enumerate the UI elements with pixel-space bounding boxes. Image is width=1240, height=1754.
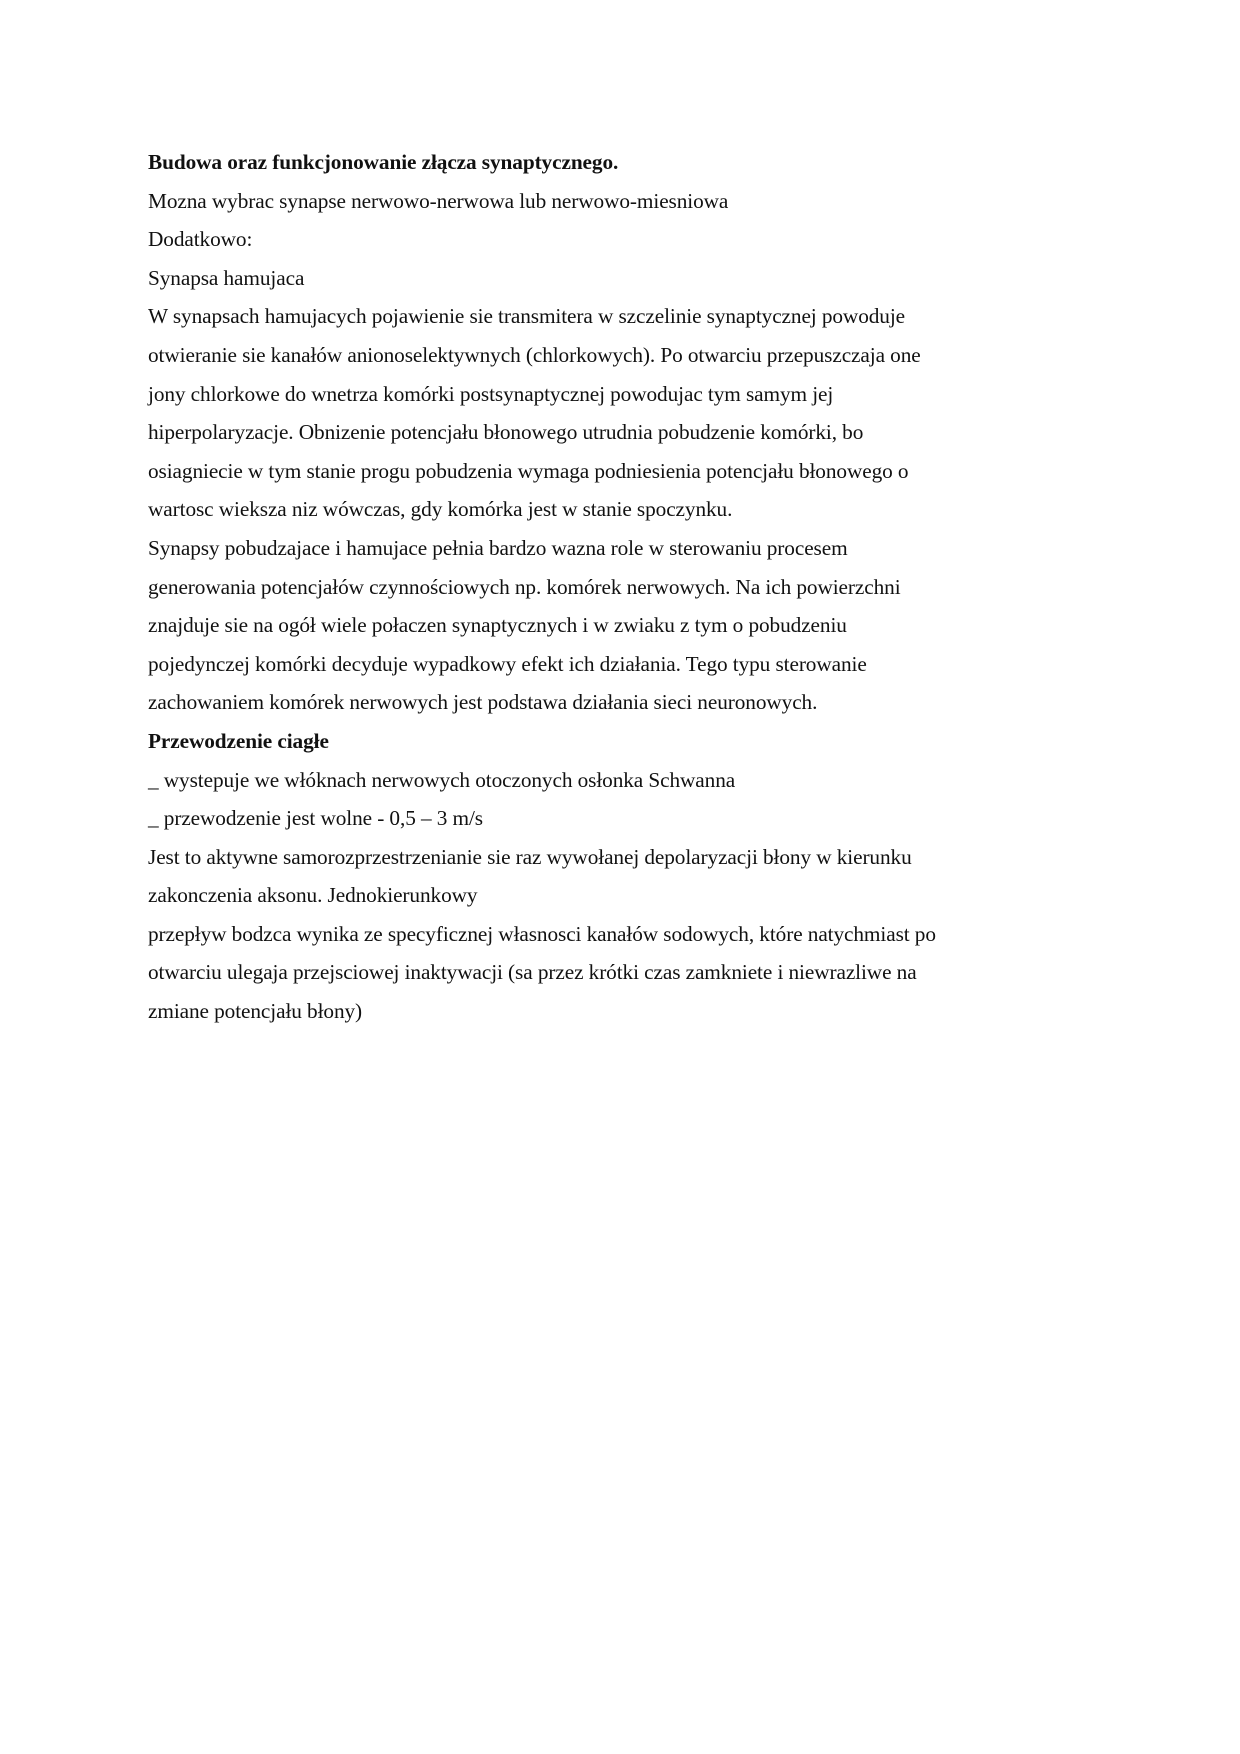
paragraph-line: wartosc wieksza niz wówczas, gdy komórka jest w stanie spoczynku. (148, 497, 733, 522)
paragraph-line: zachowaniem komórek nerwowych jest podstawa działania sieci neuronowych. (148, 690, 818, 715)
paragraph-line: osiagniecie w tym stanie progu pobudzenia wymaga podniesienia potencjału błonowego o (148, 458, 909, 483)
paragraph-line: otwarciu ulegaja przejsciowej inaktywacji (sa przez krótki czas zamkniete i niewrazliwe na (148, 960, 917, 985)
paragraph-line: otwieranie sie kanałów anionoselektywnych (chlorkowych). Po otwarciu przepuszczaja one (148, 342, 921, 367)
document-title: Budowa oraz funkcjonowanie złącza synaptycznego. (148, 150, 619, 174)
paragraph-line: jony chlorkowe do wnetrza komórki postsynaptycznej powodujac tym samym jej (148, 381, 834, 406)
paragraph-line: generowania potencjałów czynnościowych np. komórek nerwowych. Na ich powierzchni (148, 574, 901, 599)
list-item: _ przewodzenie jest wolne - 0,5 – 3 m/s (148, 806, 483, 831)
paragraph-line: Jest to aktywne samorozprzestrzenianie sie raz wywołanej depolaryzacji błony w kierunku (148, 844, 912, 869)
paragraph-line: Synapsy pobudzajace i hamujace pełnia bardzo wazna role w sterowaniu procesem (148, 535, 848, 560)
paragraph-line: Dodatkowo: (148, 227, 253, 252)
paragraph-line: W synapsach hamujacych pojawienie sie transmitera w szczelinie synaptycznej powoduje (148, 304, 906, 329)
paragraph-line: zmiane potencjału błony) (148, 999, 363, 1024)
paragraph-line: hiperpolaryzacje. Obnizenie potencjału błonowego utrudnia pobudzenie komórki, bo (148, 420, 864, 445)
paragraph-line: przepływ bodzca wynika ze specyficznej własnosci kanałów sodowych, które natychmiast po (148, 921, 936, 946)
paragraph-line: zakonczenia aksonu. Jednokierunkowy (148, 883, 478, 908)
paragraph-line: znajduje sie na ogół wiele połaczen synaptycznych i w zwiaku z tym o pobudzeniu (148, 613, 847, 638)
paragraph-line: Mozna wybrac synapse nerwowo-nerwowa lub nerwowo-miesniowa (148, 188, 729, 213)
list-item: _ wystepuje we włóknach nerwowych otoczonych osłonka Schwanna (148, 767, 736, 792)
document-body (148, 143, 1108, 1031)
subheading-synapsa-hamujaca: Synapsa hamujaca (148, 265, 305, 290)
section-heading-przewodzenie-ciagle: Przewodzenie ciagłe (148, 728, 329, 753)
paragraph-line: pojedynczej komórki decyduje wypadkowy efekt ich działania. Tego typu sterowanie (148, 651, 867, 676)
